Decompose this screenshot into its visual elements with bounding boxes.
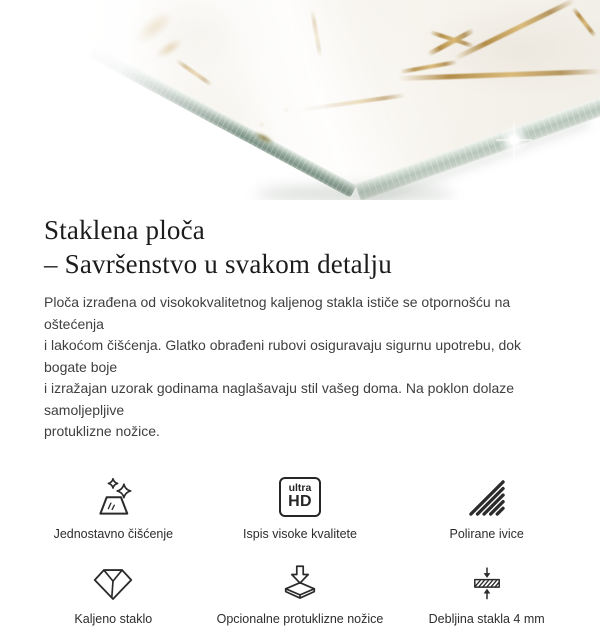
product-details-section: [0, 200, 600, 627]
feature-grid: [20, 477, 580, 627]
sparkle-clean-icon: [85, 475, 141, 517]
feature-polished-edges: [393, 477, 580, 542]
feature-label: Ispis visoke kvalitete: [243, 526, 357, 541]
description-line: i lakoćom čišćenja. Glatko obrađeni rubovi osiguravaju sigurnu upotrebu, dok bogate boje: [44, 337, 522, 375]
ultra-hd-icon-text-top: ultra: [288, 481, 312, 494]
polished-edges-icon: [462, 479, 512, 517]
ultra-hd-icon: [279, 477, 321, 517]
image-fade: [0, 0, 600, 200]
feature-label: Polirane ivice: [449, 526, 524, 541]
description-line: Ploča izrađena od visokokvalitetnog kaljenog stakla ističe se otpornošću na oštećenja: [44, 294, 511, 332]
title-line-1: Staklena ploča: [44, 215, 205, 245]
feature-anti-slip-feet: [207, 562, 394, 627]
page-title: [44, 213, 556, 281]
sparkle-glint-icon: [496, 122, 532, 158]
product-description: [44, 292, 556, 443]
ultra-hd-icon-text-bottom: HD: [288, 493, 312, 511]
feature-glass-thickness: [393, 562, 580, 627]
diamond-icon: [87, 564, 139, 602]
glass-thickness-icon: [464, 564, 510, 602]
feature-label: Kaljeno staklo: [74, 611, 153, 626]
product-image: [0, 0, 600, 200]
feature-easy-cleaning: [20, 477, 207, 542]
description-line: protuklizne nožice.: [44, 423, 160, 439]
anti-slip-feet-icon: [276, 562, 324, 602]
feature-print-quality: [207, 477, 394, 542]
feature-tempered-glass: [20, 562, 207, 627]
description-line: i izražajan uzorak godinama naglašavaju stil vašeg doma. Na poklon dolaze samoljepljive: [44, 380, 515, 418]
feature-label: Debljina stakla 4 mm: [428, 611, 545, 626]
title-line-2: – Savršenstvo u svakom detalju: [44, 249, 392, 279]
feature-label: Opcionalne protuklizne nožice: [216, 611, 384, 626]
feature-label: Jednostavno čišćenje: [53, 526, 174, 541]
